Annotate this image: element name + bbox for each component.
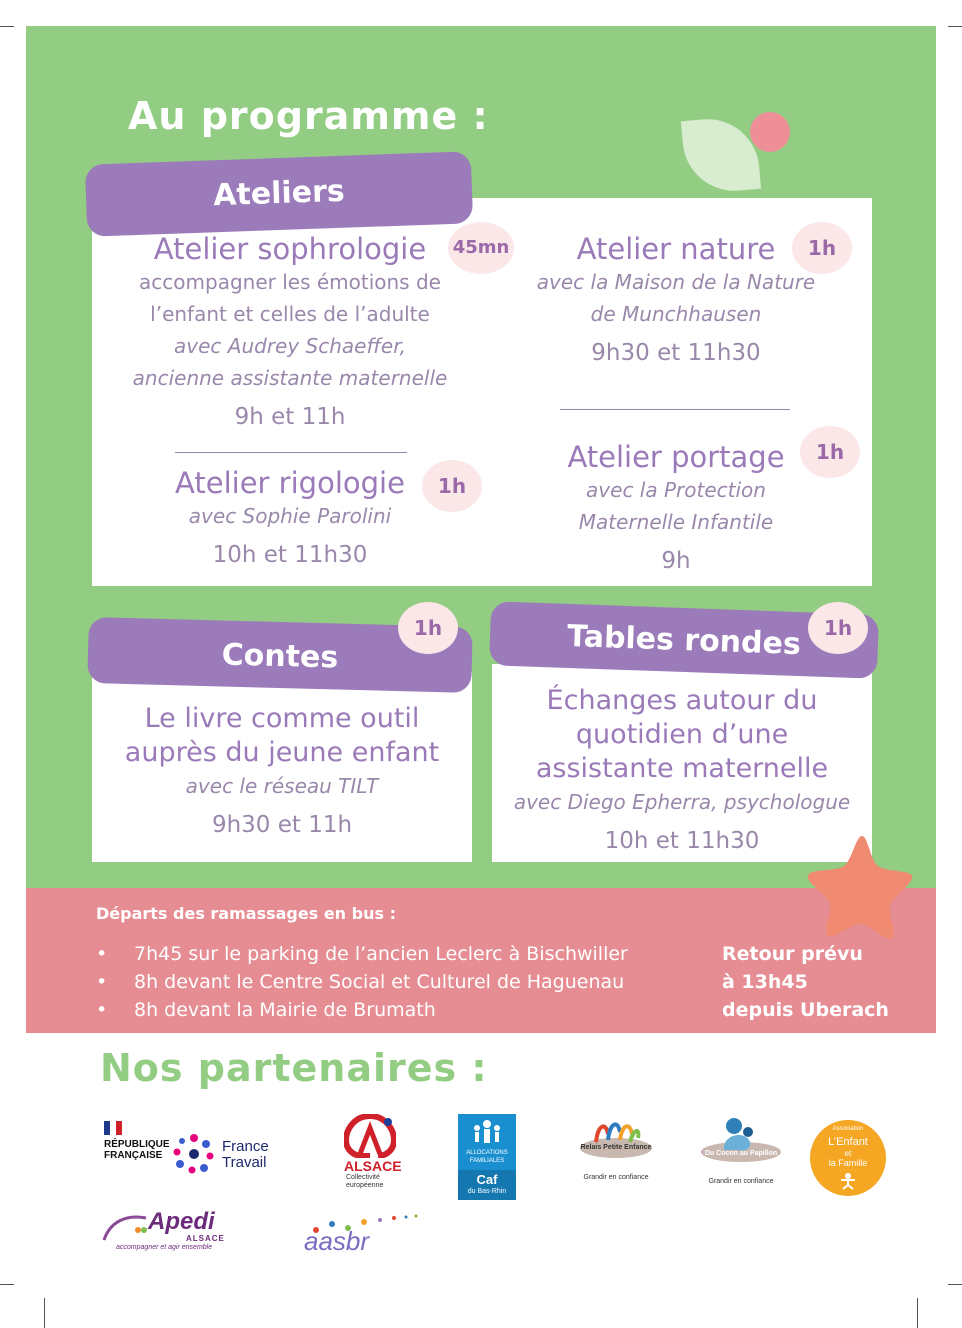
contes-tab: Contes — [87, 617, 473, 693]
atelier-rigologie-host: avec Sophie Parolini — [188, 504, 392, 528]
atelier-nature-time: 9h30 et 11h30 — [591, 340, 761, 366]
duration-badge: 45mn — [448, 222, 514, 274]
duration-badge: 1h — [800, 426, 860, 478]
atelier-sophrologie-time: 9h et 11h — [234, 404, 346, 430]
apedi-swoosh-icon — [100, 1212, 150, 1242]
atelier-portage-host: Maternelle Infantile — [578, 510, 774, 534]
aasbr-logo: aasbr — [302, 1212, 422, 1270]
atelier-portage-time: 9h — [661, 548, 691, 574]
list-item: • 7h45 sur le parking de l’ancien Leclerc à Bischwiller — [96, 943, 628, 965]
du-cocon-au-papillon-logo: Du Cocon au Papillon Grandir en confiance — [700, 1112, 782, 1192]
partners-title: Nos partenaires : — [100, 1046, 488, 1090]
star-decoration-icon — [800, 826, 920, 946]
crop-mark — [0, 1284, 14, 1285]
alsace-logo: ALSACE Collectivité européenne — [340, 1114, 404, 1190]
divider — [175, 452, 407, 453]
atelier-nature-host: de Munchhausen — [590, 302, 762, 326]
duration-badge: 1h — [398, 602, 458, 654]
bus-title: Départs des ramassages en bus : — [96, 904, 396, 923]
crop-mark — [948, 1284, 962, 1285]
child-figure-icon — [838, 1172, 858, 1190]
dots-icon — [172, 1132, 216, 1176]
atelier-nature — [516, 232, 836, 366]
atelier-rigologie-title: Atelier rigologie — [175, 466, 405, 500]
divider — [560, 409, 790, 410]
atelier-rigologie — [130, 466, 450, 568]
return-info: Retour prévu à 13h45 depuis Uberach — [722, 943, 889, 1021]
contes-time: 9h30 et 11h — [211, 812, 353, 838]
duration-badge: 1h — [792, 222, 852, 274]
contes-content — [92, 702, 472, 838]
tables-rondes-time: 10h et 11h30 — [604, 828, 760, 854]
atelier-sophrologie-host: avec Audrey Schaeffer, — [174, 334, 406, 358]
ateliers-tab: Ateliers — [85, 151, 473, 236]
atelier-sophrologie-host: ancienne assistante maternelle — [132, 366, 448, 390]
tables-rondes-title: Échanges autour du — [546, 685, 818, 716]
tables-rondes-title: quotidien d’une — [575, 719, 789, 750]
list-item: • 8h devant la Mairie de Brumath — [96, 999, 436, 1021]
enfant-famille-logo: Association L’Enfant et la Famille — [810, 1120, 886, 1196]
atelier-portage-title: Atelier portage — [567, 440, 785, 474]
apedi-logo: Apedi ALSACE accompagner et agir ensemble — [100, 1208, 224, 1256]
hands-icon — [578, 1118, 654, 1158]
crop-mark — [917, 1298, 918, 1328]
atelier-sophrologie-desc: accompagner les émotions de — [139, 270, 441, 294]
list-item: • 8h devant le Centre Social et Culturel de Haguenau — [96, 971, 625, 993]
atelier-nature-host: avec la Maison de la Nature — [536, 270, 816, 294]
tables-rondes-title: assistante maternelle — [535, 753, 829, 784]
crop-mark — [948, 26, 962, 27]
atelier-portage-host: avec la Protection — [586, 478, 766, 502]
relais-petite-enfance-logo: Relais Petite Enfance Grandir en confiance — [578, 1118, 654, 1190]
duration-badge: 1h — [422, 460, 482, 512]
contes-title: auprès du jeune enfant — [124, 737, 440, 768]
caf-logo: ALLOCATIONS FAMILIALES Caf du Bas-Rhin — [458, 1114, 516, 1200]
crop-mark — [0, 26, 14, 27]
tables-rondes-tab: Tables rondes — [489, 601, 879, 679]
alsace-a-icon — [344, 1114, 396, 1158]
crop-mark — [44, 1298, 45, 1328]
marianne-icon — [104, 1121, 122, 1135]
bus-list — [96, 940, 628, 1024]
atelier-portage — [516, 440, 836, 574]
dot-decoration-icon — [750, 112, 790, 152]
tables-rondes-host: avec Diego Epherra, psychologue — [513, 790, 851, 814]
atelier-sophrologie-title: Atelier sophrologie — [153, 232, 427, 266]
atelier-rigologie-time: 10h et 11h30 — [212, 542, 368, 568]
atelier-nature-title: Atelier nature — [576, 232, 776, 266]
caf-figures-icon — [469, 1118, 505, 1146]
contes-title: Le livre comme outil — [144, 703, 420, 734]
contes-host: avec le réseau TILT — [185, 774, 379, 798]
duration-badge: 1h — [808, 602, 868, 654]
atelier-sophrologie-desc: l’enfant et celles de l’adulte — [150, 302, 430, 326]
page-title: Au programme : — [128, 94, 489, 138]
republique-francaise-logo: RÉPUBLIQUE FRANÇAISE — [104, 1120, 164, 1180]
atelier-sophrologie — [110, 232, 470, 430]
france-travail-logo: France Travail — [172, 1132, 282, 1176]
